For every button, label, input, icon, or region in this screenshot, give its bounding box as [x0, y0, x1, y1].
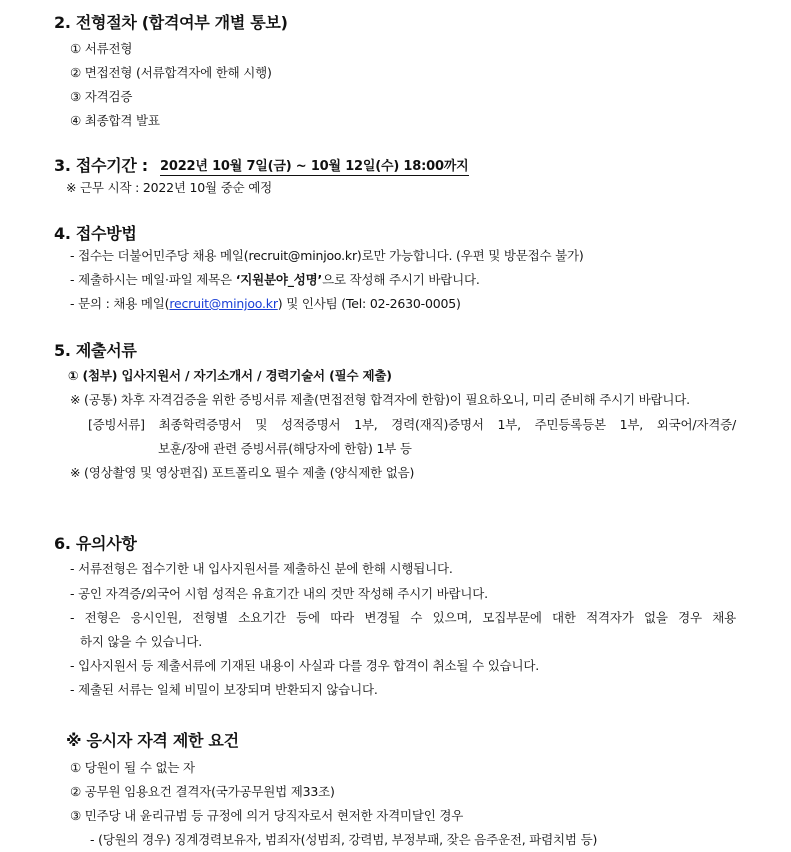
portfolio-note: ※ (영상촬영 및 영상편집) 포트폴리오 필수 제출 (양식제한 없음) [70, 465, 415, 480]
notice-line-4: - 입사지원서 등 제출서류에 기재된 내용이 사실과 다를 경우 합격이 취소될 수 있습니다. [70, 658, 539, 673]
method-line-2-pre: - 제출하시는 메일·파일 제목은 [70, 272, 236, 287]
notice-line-2: - 공인 자격증/외국어 시험 성적은 유효기간 내의 것만 작성해 주시기 바랍니다. [70, 586, 488, 601]
procedure-item-2: ② 면접전형 (서류합격자에 한해 시행) [70, 65, 272, 80]
inquiry-pre: - 문의 : 채용 메일( [70, 296, 170, 311]
eligibility-restrictions-title: ※ 응시자 자격 제한 요건 [66, 731, 239, 750]
application-period-text: 2022년 10월 7일(금) ~ 10월 12일(수) 18:00까지 [160, 159, 469, 174]
evidence-documents-line: [증빙서류] 최종학력증명서 및 성적증명서 1부, 경력(재직)증명서 1부, 주민등록등본 1부, 외국어/자격증/ [88, 417, 736, 432]
section-2-title: 2. 전형절차 (합격여부 개별 통보) [54, 13, 288, 32]
work-start-note: ※ 근무 시작 : 2022년 10월 중순 예정 [66, 180, 272, 195]
recruit-email-link[interactable]: recruit@minjoo.kr [169, 296, 278, 311]
evidence-documents-line-2: 보훈/장애 관련 증빙서류(해당자에 한함) 1부 등 [158, 441, 412, 456]
required-documents-item: ① (첨부) 입사지원서 / 자기소개서 / 경력기술서 (필수 제출) [68, 368, 392, 383]
method-line-2-bold: ‘지원분야_성명’ [235, 272, 323, 287]
common-evidence-note: ※ (공통) 차후 자격검증을 위한 증빙서류 제출(면접전형 합격자에 한함)이 필요하오니, 미리 준비해 주시기 바랍니다. [70, 392, 690, 407]
application-period [160, 155, 469, 174]
notice-line-3: - 전형은 응시인원, 전형별 소요기간 등에 따라 변경될 수 있으며, 모집부문에 대한 적격자가 없을 경우 채용 [70, 610, 736, 625]
method-line-2 [70, 270, 480, 288]
inquiry-post: ) 및 인사팀 (Tel: 02-2630-0005) [277, 296, 461, 311]
notice-line-1: - 서류전형은 접수기한 내 입사지원서를 제출하신 분에 한해 시행됩니다. [70, 561, 453, 576]
restriction-item-3-detail: - (당원의 경우) 징계경력보유자, 범죄자(성범죄, 강력범, 부정부패, 잦은 음주운전, 파렴치범 등) [90, 832, 598, 847]
section-5-title: 5. 제출서류 [54, 341, 137, 360]
method-line-3 [70, 294, 461, 312]
section-4-title: 4. 접수방법 [54, 224, 137, 243]
method-line-2-post: 으로 작성해 주시기 바랍니다. [322, 272, 480, 287]
restriction-item-2: ② 공무원 임용요건 결격자(국가공무원법 제33조) [70, 784, 335, 799]
procedure-item-4: ④ 최종합격 발표 [70, 113, 160, 128]
section-3-title: 3. 접수기간 : [54, 156, 148, 175]
restriction-item-1: ① 당원이 될 수 없는 자 [70, 760, 195, 775]
notice-line-5: - 제출된 서류는 일체 비밀이 보장되며 반환되지 않습니다. [70, 682, 378, 697]
restriction-item-3: ③ 민주당 내 윤리규범 등 규정에 의거 당직자로서 현저한 자격미달인 경우 [70, 808, 464, 823]
section-6-title: 6. 유의사항 [54, 534, 137, 553]
procedure-item-1: ① 서류전형 [70, 41, 133, 56]
procedure-item-3: ③ 자격검증 [70, 89, 133, 104]
method-line-1: - 접수는 더불어민주당 채용 메일(recruit@minjoo.kr)로만 가능합니다. (우편 및 방문접수 불가) [70, 248, 584, 263]
notice-line-3-cont: 하지 않을 수 있습니다. [80, 634, 202, 649]
